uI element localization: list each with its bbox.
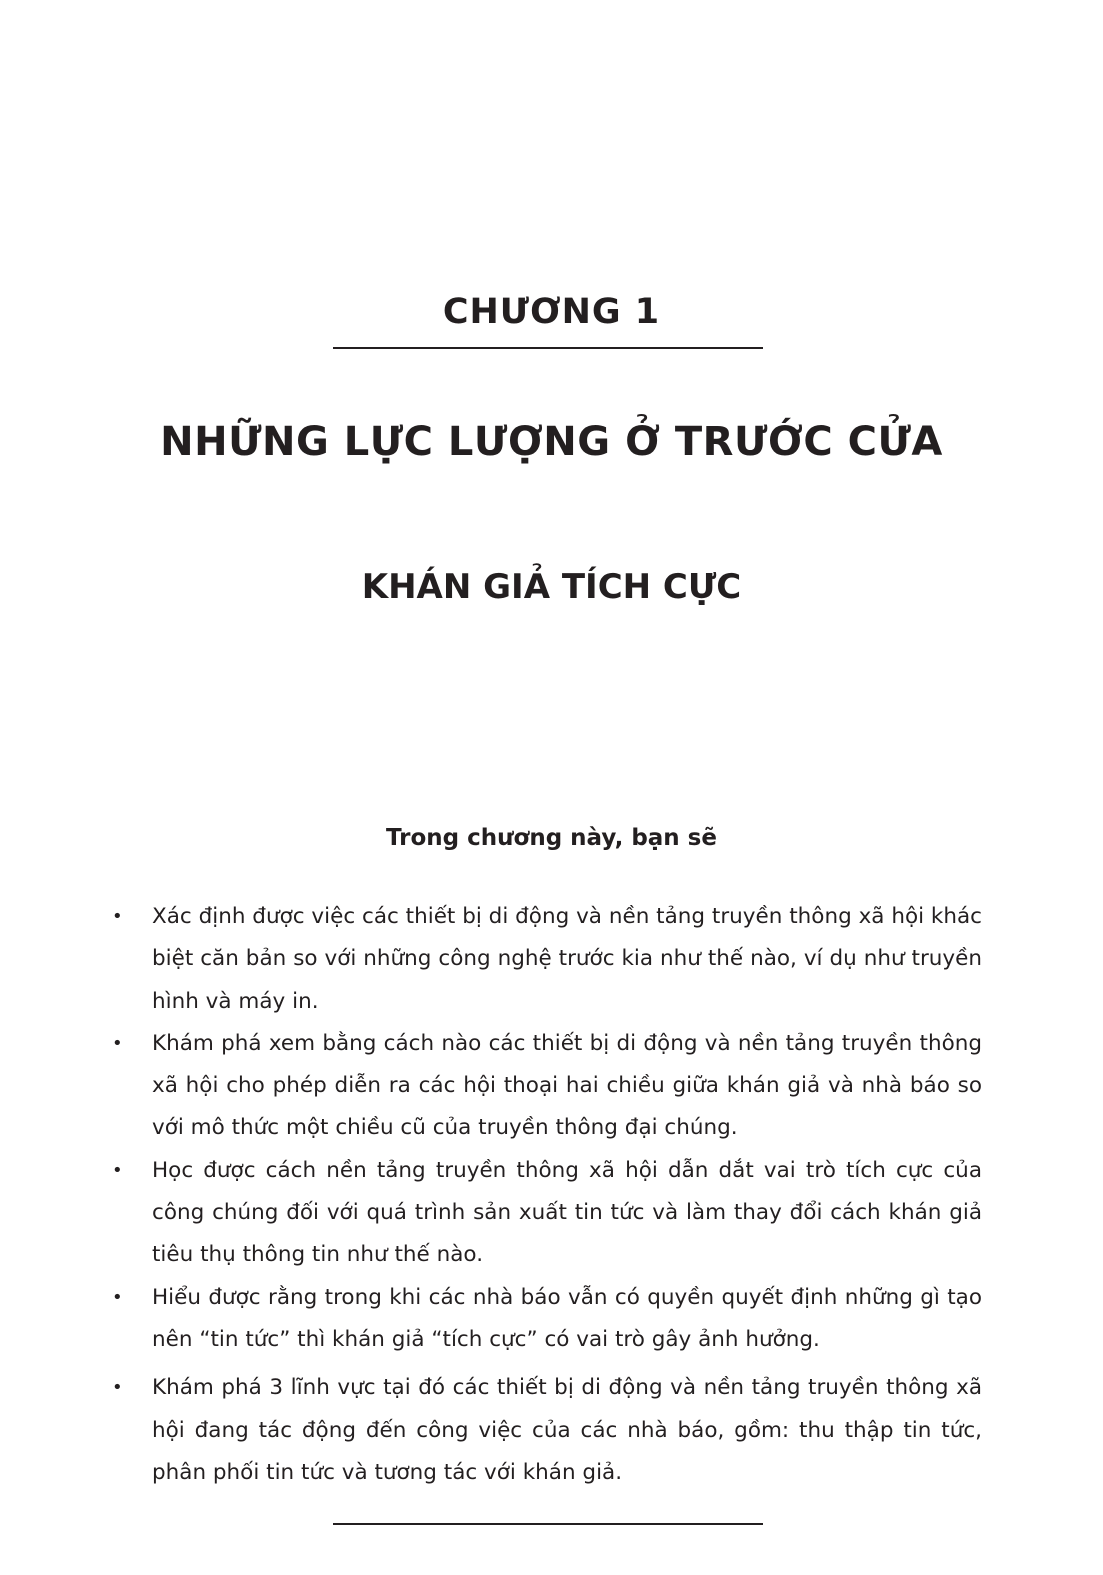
list-item [110, 1150, 982, 1277]
objective-text: Xác định được việc các thiết bị di động và nền tảng truyền thông xã hội khác biệt căn bản so với những công nghệ trước kia như thế nào, ví dụ như truyền hình và máy in. [152, 904, 982, 1014]
chapter-subtitle: KHÁN GIẢ TÍCH CỰC [361, 567, 742, 607]
objectives-list [110, 896, 982, 1494]
page-bottom-divider [333, 1523, 763, 1525]
chapter-label: CHƯƠNG 1 [442, 292, 661, 332]
chapter-title: NHỮNG LỰC LƯỢNG Ở TRƯỚC CỬA [160, 419, 943, 465]
bullet-icon: • [112, 1032, 123, 1054]
list-item [110, 1367, 982, 1494]
objective-text: Học được cách nền tảng truyền thông xã hội dẫn dắt vai trò tích cực của công chúng đối với quá trình sản xuất tin tức và làm thay đổi cách khán giả tiêu thụ thông tin như thế nào. [152, 1157, 982, 1268]
bullet-icon: • [112, 906, 123, 927]
bullet-icon: • [112, 1159, 123, 1181]
bullet-icon: • [112, 1286, 123, 1308]
objective-text: Khám phá xem bằng cách nào các thiết bị di động và nền tảng truyền thông xã hội cho phép diễn ra các hội thoại hai chiều giữa khán giả và nhà báo so với mô thức một chiều cũ của truyền thông đại chúng. [152, 1030, 982, 1141]
list-item [110, 1277, 982, 1362]
objective-text: Khám phá 3 lĩnh vực tại đó các thiết bị di động và nền tảng truyền thông xã hội đang tác động đến công việc của các nhà báo, gồm: thu thập tin tức, phân phối tin tức và tương tác với khán giả. [152, 1375, 982, 1485]
objective-text: Hiểu được rằng trong khi các nhà báo vẫn có quyền quyết định những gì tạo nên “tin tức” thì khán giả “tích cực” có vai trò gây ảnh hưởng. [152, 1284, 982, 1352]
chapter-divider [333, 347, 763, 349]
objectives-heading: Trong chương này, bạn sẽ [386, 825, 717, 851]
list-item [110, 1023, 982, 1150]
list-item [110, 896, 982, 1023]
bullet-icon: • [112, 1377, 123, 1399]
